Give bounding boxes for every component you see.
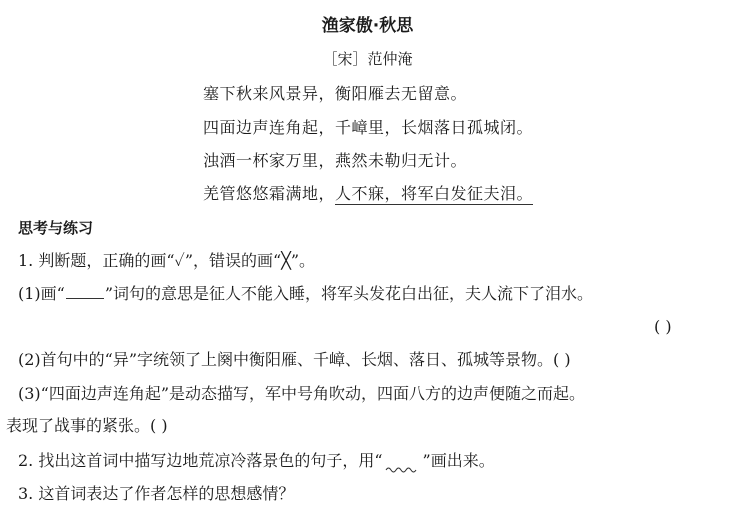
answer-paren-1[interactable]: ( ) [654,317,672,336]
question-3: 3. 这首词表达了作者怎样的思想感情？ [18,484,295,503]
question-1-part-3: (3)“四面边声连角起”是动态描写，军中号角吹动，四面八方的边声便随之而起。 [18,384,586,403]
wavy-line-mark [384,452,422,466]
section-heading: 思考与练习 [18,219,94,237]
poem-line-4-underlined: 人不寐，将军白发征夫泪。 [335,184,534,203]
q1a-text-before: (1)画“ [18,284,65,303]
question-1: 1. 判断题，正确的画“✓”，错误的画“╳”。 [18,251,316,270]
poem-line-1: 塞下秋来风景异，衡阳雁去无留意。 [203,84,468,103]
poem-line-2: 四面边声连角起，千嶂里，长烟落日孤城闭。 [203,118,534,137]
poem-line-4-start: 羌管悠悠霜满地， [203,184,336,203]
q2-text-after: ”画出来。 [422,451,495,470]
question-1-part-3-continued: 表现了战事的紧张。( ) [6,416,168,435]
question-2 [18,451,495,471]
poem-line-3: 浊酒一杯家万里，燕然未勒归无计。 [203,151,468,170]
underline-blank [66,286,104,299]
question-1-part-1 [18,284,593,304]
q1a-text-after: ”词句的意思是征人不能入睡，将军头发花白出征，夫人流下了泪水。 [104,284,594,303]
poem-line-4 [203,184,533,204]
poem-title: 渔家傲·秋思 [321,16,414,36]
q2-text-before: 2. 找出这首词中描写边地荒凉冷落景色的句子，用“ [18,451,383,470]
question-1-part-2: (2)首句中的“异”字统领了上阕中衡阳雁、千嶂、长烟、落日、孤城等景物。( ) [18,350,571,369]
poem-author: ［宋］范仲淹 [322,50,413,68]
